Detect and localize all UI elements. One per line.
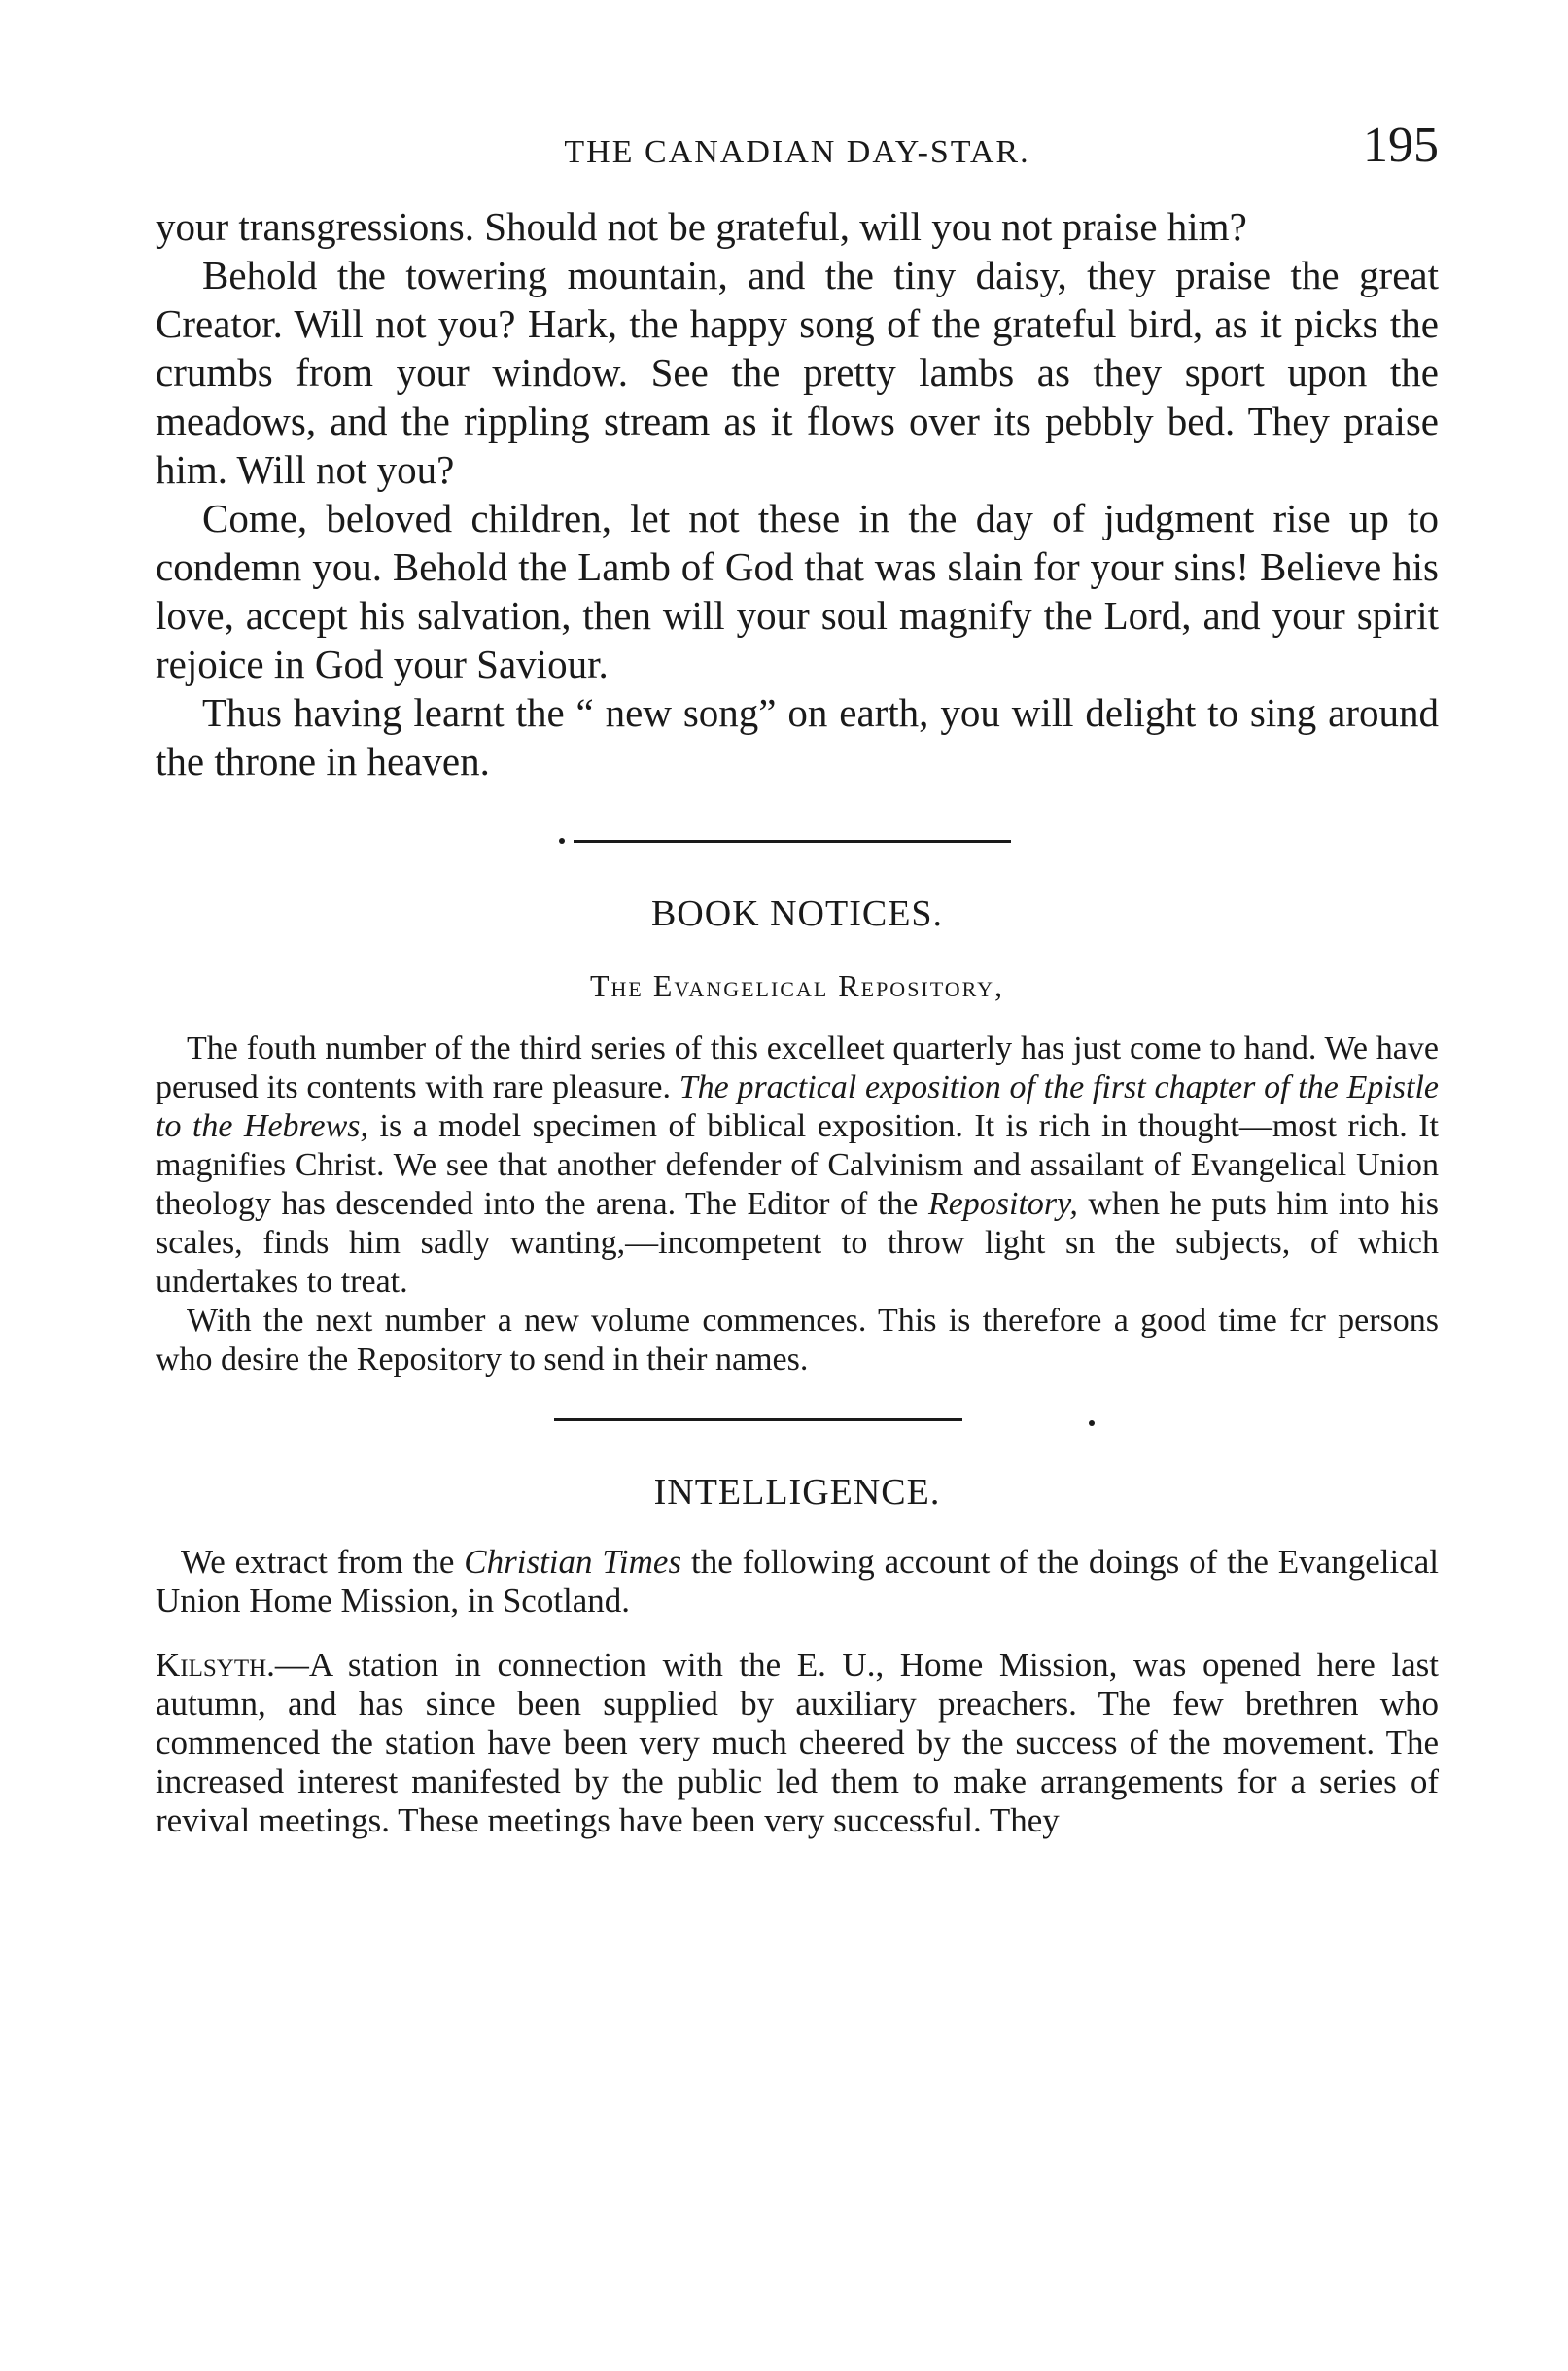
divider-rule <box>574 840 1011 843</box>
paragraph: Behold the towering mountain, and the tiny daisy, they praise the great Creator. Will not you? Hark, the happy song of the grateful bird, as it picks the crumbs from your window. See the pretty lambs as they sport upon the meadows, and the rippling stream as it flows over its pebbly bed. They praise him. Will not you? <box>156 253 1439 492</box>
section-heading-book-notices: BOOK NOTICES. <box>650 893 944 934</box>
paragraph: Thus having learnt the “ new song” on earth, you will delight to sing around the throne in heaven. <box>156 690 1439 784</box>
book-title: The Evangelical Repository, <box>589 968 1005 1003</box>
italic-title: Christian Times <box>464 1543 682 1581</box>
page <box>156 117 1439 1840</box>
page-number: 195 <box>1363 118 1439 173</box>
paragraph: Come, beloved children, let not these in the day of judgment rise up to condemn you. Behold the Lamb of God that was slain for your sins! Believe his love, accept his salvation, then will your soul magnify the Lord, and your spirit rejoice in God your Saviour. <box>156 496 1439 686</box>
paragraph: The fouth number of the third series of this excelleet quarterly has just come to hand. We have perused its contents with rare pleasure. The practical exposition of the first chapter of the Epistle to the Hebrews, is a model specimen of biblical exposition. It is rich in thought—most rich. It magnifies Christ. We see that another defender of Calvinism and assailant of Evangelical Union theology has descended into the arena. The Editor of the Repository, when he puts him into his scales, finds him sadly wanting,—incompetent to throw light sn the subjects, of which undertakes to treat. <box>156 1030 1439 1300</box>
paragraph: Kilsyth.—A station in connection with the E. U., Home Mission, was opened here last autumn, and has since been supplied by auxiliary preachers. The few brethren who commenced the station have been very much cheered by the success of the movement. The increased interest manifested by the public led them to make arrangements for a series of revival meetings. These meetings have been very successful. They <box>156 1646 1439 1839</box>
paragraph: With the next number a new volume commences. This is therefore a good time fcr persons who desire the Repository to send in their names. <box>156 1303 1439 1377</box>
divider-rule <box>554 1418 962 1421</box>
section-heading-intelligence: INTELLIGENCE. <box>653 1472 941 1513</box>
sermon-text <box>156 202 1439 785</box>
italic-title: Repository, <box>927 1186 1078 1222</box>
book-notice-text <box>156 1029 1439 1379</box>
running-title: THE CANADIAN DAY-STAR. <box>564 134 1030 170</box>
paragraph: your transgressions. Should not be grateful, will you not praise him? <box>156 204 1247 249</box>
paragraph: We extract from the Christian Times the following account of the doings of the Evangelical Union Home Mission, in Scotland. <box>156 1543 1439 1620</box>
place-name: Kilsyth. <box>156 1646 275 1684</box>
running-head <box>156 117 1439 185</box>
section-divider <box>156 1399 1439 1438</box>
divider-dot <box>1089 1420 1095 1426</box>
italic-title: The practical exposition of the first chapter of the Epistle to the Hebrews, <box>156 1069 1439 1144</box>
divider-dot <box>559 838 565 844</box>
intelligence-text <box>156 1543 1439 1840</box>
section-divider <box>156 820 1439 859</box>
